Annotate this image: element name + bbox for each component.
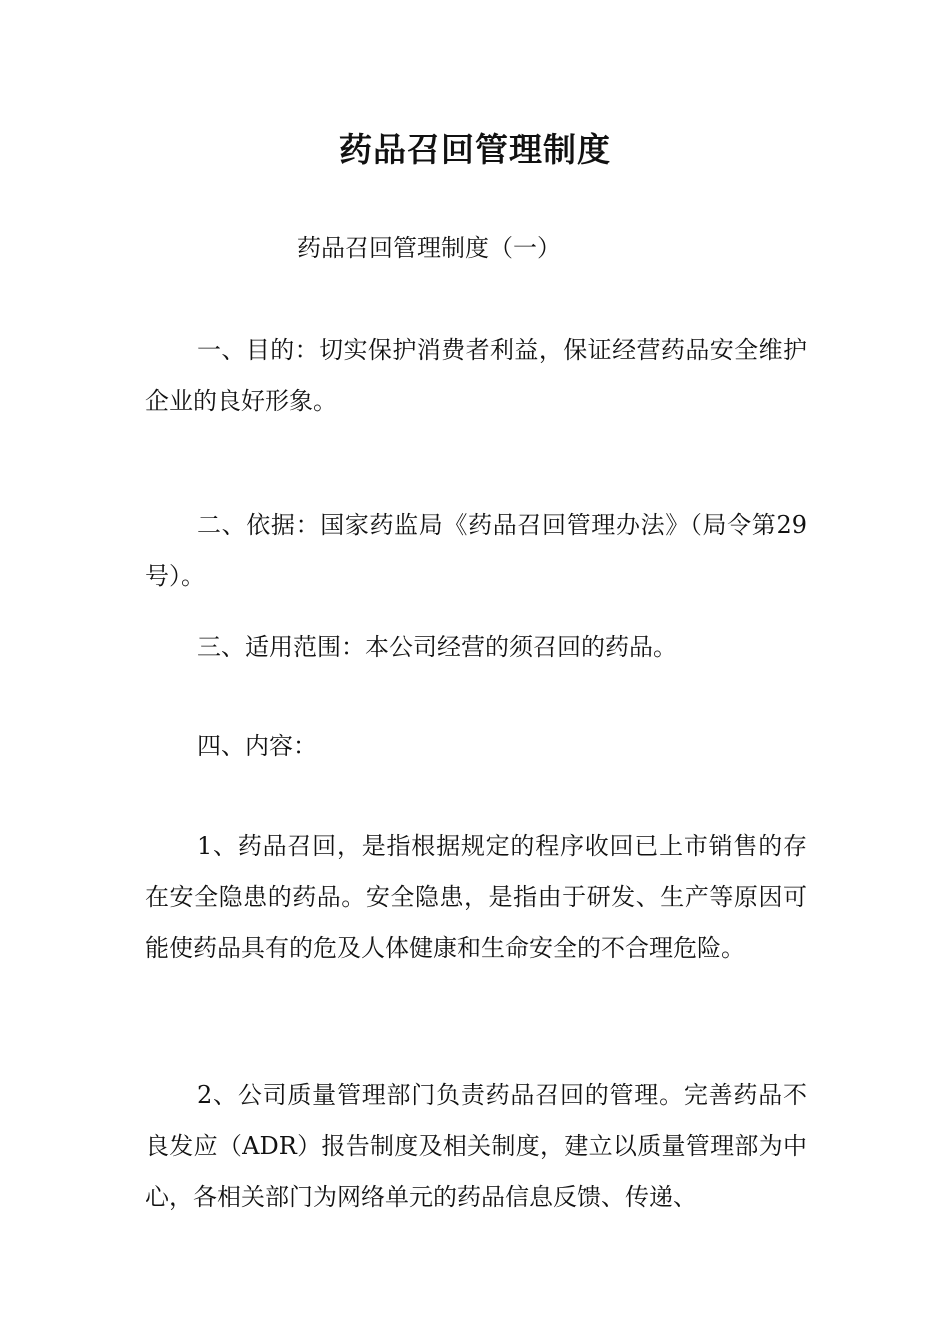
document-title: 药品召回管理制度 — [339, 130, 611, 169]
paragraph-content-heading: 四、内容： — [197, 732, 317, 760]
paragraph-item-1: 1、药品召回，是指根据规定的程序收回已上市销售的存在安全隐患的药品。安全隐患，是指由于研发、生产等原因可能使药品具有的危及人体健康和生命安全的不合理危险。 — [145, 832, 807, 962]
paragraph-scope: 三、适用范围：本公司经营的须召回的药品。 — [197, 633, 677, 661]
document-subtitle: 药品召回管理制度（一） — [297, 234, 561, 262]
paragraph-item-2: 2、公司质量管理部门负责药品召回的管理。完善药品不良发应（ADR）报告制度及相关制度，建立以质量管理部为中心，各相关部门为网络单元的药品信息反馈、传递、 — [145, 1081, 807, 1211]
paragraph-basis: 二、依据：国家药监局《药品召回管理办法》（局令第29号）。 — [145, 511, 807, 590]
paragraph-purpose: 一、目的：切实保护消费者利益，保证经营药品安全维护企业的良好形象。 — [145, 336, 807, 415]
